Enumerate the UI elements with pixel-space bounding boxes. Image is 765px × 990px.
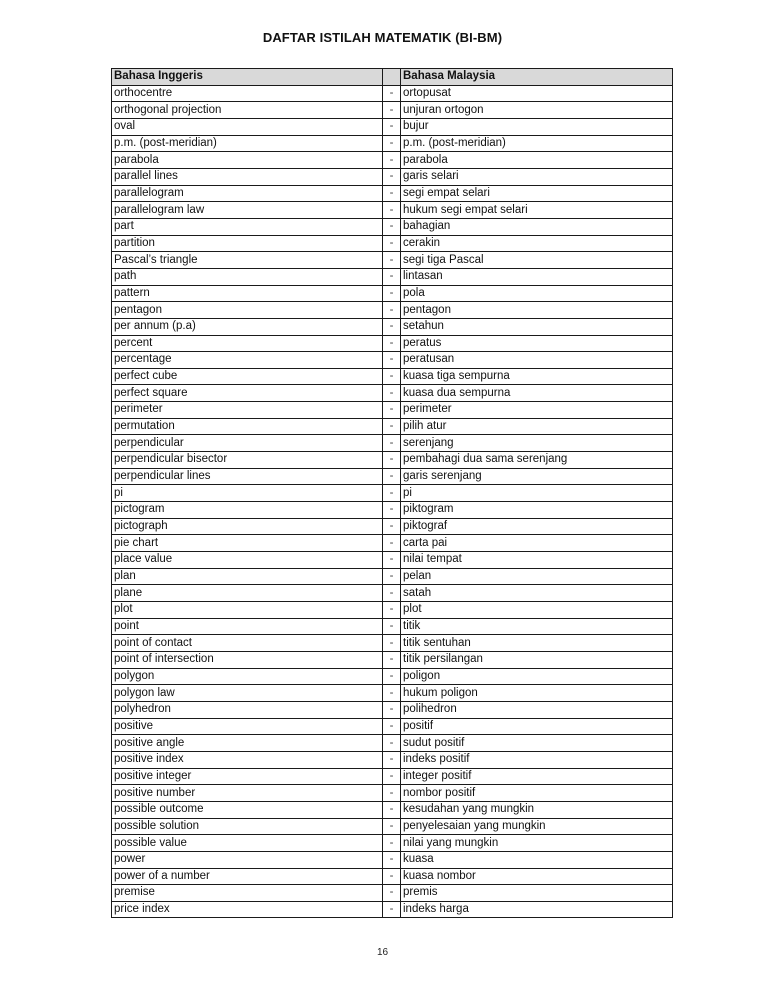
term-malay: premis [401, 885, 673, 902]
table-row [112, 568, 673, 585]
term-english: polygon law [112, 685, 383, 702]
table-row [112, 768, 673, 785]
term-malay: indeks harga [401, 901, 673, 918]
term-separator: - [383, 218, 401, 235]
term-malay: serenjang [401, 435, 673, 452]
term-malay: peratus [401, 335, 673, 352]
table-row [112, 685, 673, 702]
term-english: Pascal’s triangle [112, 252, 383, 269]
term-separator: - [383, 901, 401, 918]
term-english: possible outcome [112, 801, 383, 818]
table-row [112, 552, 673, 569]
term-english: parallelogram [112, 185, 383, 202]
term-malay: titik [401, 618, 673, 635]
term-separator: - [383, 285, 401, 302]
term-english: polyhedron [112, 701, 383, 718]
term-separator: - [383, 618, 401, 635]
table-row [112, 785, 673, 802]
term-separator: - [383, 202, 401, 219]
term-english: possible solution [112, 818, 383, 835]
term-separator: - [383, 602, 401, 619]
term-separator: - [383, 102, 401, 119]
term-separator: - [383, 535, 401, 552]
table-row [112, 585, 673, 602]
table-row [112, 402, 673, 419]
term-separator: - [383, 651, 401, 668]
term-malay: nombor positif [401, 785, 673, 802]
term-english: pattern [112, 285, 383, 302]
term-malay: pola [401, 285, 673, 302]
term-english: plane [112, 585, 383, 602]
table-row [112, 85, 673, 102]
term-english: point of intersection [112, 651, 383, 668]
term-malay: p.m. (post-meridian) [401, 135, 673, 152]
term-separator: - [383, 268, 401, 285]
term-malay: positif [401, 718, 673, 735]
term-malay: pelan [401, 568, 673, 585]
table-row [112, 102, 673, 119]
table-row [112, 718, 673, 735]
term-separator: - [383, 185, 401, 202]
table-row [112, 152, 673, 169]
term-separator: - [383, 668, 401, 685]
term-english: perpendicular [112, 435, 383, 452]
term-separator: - [383, 751, 401, 768]
term-separator: - [383, 468, 401, 485]
term-separator: - [383, 118, 401, 135]
term-english: partition [112, 235, 383, 252]
term-english: oval [112, 118, 383, 135]
term-malay: nilai yang mungkin [401, 835, 673, 852]
table-row [112, 668, 673, 685]
term-malay: garis serenjang [401, 468, 673, 485]
term-malay: kesudahan yang mungkin [401, 801, 673, 818]
table-row [112, 385, 673, 402]
term-separator: - [383, 835, 401, 852]
term-english: parallelogram law [112, 202, 383, 219]
term-english: price index [112, 901, 383, 918]
term-separator: - [383, 368, 401, 385]
term-separator: - [383, 252, 401, 269]
term-malay: poligon [401, 668, 673, 685]
table-row [112, 635, 673, 652]
term-malay: titik sentuhan [401, 635, 673, 652]
term-separator: - [383, 718, 401, 735]
term-english: polygon [112, 668, 383, 685]
column-header-malay: Bahasa Malaysia [401, 69, 673, 86]
term-separator: - [383, 85, 401, 102]
term-malay: perimeter [401, 402, 673, 419]
term-english: perfect cube [112, 368, 383, 385]
term-malay: penyelesaian yang mungkin [401, 818, 673, 835]
table-row [112, 218, 673, 235]
table-row [112, 701, 673, 718]
term-separator: - [383, 435, 401, 452]
term-malay: pi [401, 485, 673, 502]
term-malay: indeks positif [401, 751, 673, 768]
table-row [112, 285, 673, 302]
term-malay: satah [401, 585, 673, 602]
term-english: pictograph [112, 518, 383, 535]
table-row [112, 452, 673, 469]
table-row [112, 818, 673, 835]
term-english: pi [112, 485, 383, 502]
term-separator: - [383, 701, 401, 718]
term-english: power of a number [112, 868, 383, 885]
term-english: parabola [112, 152, 383, 169]
term-separator: - [383, 685, 401, 702]
term-separator: - [383, 235, 401, 252]
term-separator: - [383, 635, 401, 652]
term-separator: - [383, 851, 401, 868]
table-row [112, 651, 673, 668]
term-english: place value [112, 552, 383, 569]
term-separator: - [383, 402, 401, 419]
table-header-row [112, 69, 673, 86]
term-malay: integer positif [401, 768, 673, 785]
term-separator: - [383, 785, 401, 802]
term-separator: - [383, 302, 401, 319]
page-title: DAFTAR ISTILAH MATEMATIK (BI-BM) [262, 30, 503, 45]
term-separator: - [383, 518, 401, 535]
term-malay: garis selari [401, 168, 673, 185]
term-separator: - [383, 135, 401, 152]
term-english: pie chart [112, 535, 383, 552]
term-malay: polihedron [401, 701, 673, 718]
table-row [112, 335, 673, 352]
table-row [112, 168, 673, 185]
table-row [112, 268, 673, 285]
term-separator: - [383, 152, 401, 169]
term-separator: - [383, 318, 401, 335]
term-english: positive [112, 718, 383, 735]
term-english: positive angle [112, 735, 383, 752]
table-row [112, 302, 673, 319]
term-malay: kuasa dua sempurna [401, 385, 673, 402]
term-malay: parabola [401, 152, 673, 169]
term-separator: - [383, 885, 401, 902]
term-malay: pembahagi dua sama serenjang [401, 452, 673, 469]
term-malay: segi tiga Pascal [401, 252, 673, 269]
term-malay: kuasa tiga sempurna [401, 368, 673, 385]
term-separator: - [383, 585, 401, 602]
term-english: positive index [112, 751, 383, 768]
term-english: plan [112, 568, 383, 585]
term-malay: pentagon [401, 302, 673, 319]
term-malay: piktograf [401, 518, 673, 535]
term-malay: unjuran ortogon [401, 102, 673, 119]
table-row [112, 851, 673, 868]
term-separator: - [383, 818, 401, 835]
table-row [112, 868, 673, 885]
term-malay: bahagian [401, 218, 673, 235]
term-malay: sudut positif [401, 735, 673, 752]
term-separator: - [383, 568, 401, 585]
term-english: permutation [112, 418, 383, 435]
term-english: perfect square [112, 385, 383, 402]
term-malay: piktogram [401, 502, 673, 519]
glossary-table [111, 68, 673, 918]
term-malay: lintasan [401, 268, 673, 285]
table-row [112, 118, 673, 135]
term-separator: - [383, 552, 401, 569]
table-row [112, 352, 673, 369]
term-english: orthocentre [112, 85, 383, 102]
table-row [112, 368, 673, 385]
table-row [112, 435, 673, 452]
table-row [112, 135, 673, 152]
table-row [112, 235, 673, 252]
table-row [112, 468, 673, 485]
term-malay: bujur [401, 118, 673, 135]
term-english: pentagon [112, 302, 383, 319]
table-row [112, 185, 673, 202]
table-row [112, 835, 673, 852]
term-separator: - [383, 452, 401, 469]
term-english: p.m. (post-meridian) [112, 135, 383, 152]
term-english: parallel lines [112, 168, 383, 185]
term-malay: peratusan [401, 352, 673, 369]
table-row [112, 535, 673, 552]
table-row [112, 202, 673, 219]
term-english: positive integer [112, 768, 383, 785]
term-malay: hukum poligon [401, 685, 673, 702]
term-malay: ortopusat [401, 85, 673, 102]
term-separator: - [383, 485, 401, 502]
term-english: perpendicular bisector [112, 452, 383, 469]
term-separator: - [383, 868, 401, 885]
term-english: possible value [112, 835, 383, 852]
term-malay: segi empat selari [401, 185, 673, 202]
term-malay: pilih atur [401, 418, 673, 435]
term-english: positive number [112, 785, 383, 802]
table-row [112, 602, 673, 619]
term-english: pictogram [112, 502, 383, 519]
term-english: perpendicular lines [112, 468, 383, 485]
term-malay: kuasa [401, 851, 673, 868]
table-row [112, 751, 673, 768]
term-separator: - [383, 735, 401, 752]
term-english: per annum (p.a) [112, 318, 383, 335]
term-english: percent [112, 335, 383, 352]
table-row [112, 485, 673, 502]
term-separator: - [383, 385, 401, 402]
table-row [112, 801, 673, 818]
term-english: point [112, 618, 383, 635]
table-row [112, 502, 673, 519]
term-separator: - [383, 352, 401, 369]
table-row [112, 518, 673, 535]
term-malay: kuasa nombor [401, 868, 673, 885]
term-english: orthogonal projection [112, 102, 383, 119]
term-malay: carta pai [401, 535, 673, 552]
term-separator: - [383, 768, 401, 785]
table-row [112, 618, 673, 635]
term-malay: nilai tempat [401, 552, 673, 569]
term-separator: - [383, 502, 401, 519]
table-row [112, 901, 673, 918]
term-english: power [112, 851, 383, 868]
term-malay: titik persilangan [401, 651, 673, 668]
column-header-separator [383, 69, 401, 86]
term-english: point of contact [112, 635, 383, 652]
term-english: premise [112, 885, 383, 902]
column-header-english: Bahasa Inggeris [112, 69, 383, 86]
page-number: 16 [376, 947, 389, 958]
term-malay: setahun [401, 318, 673, 335]
term-malay: plot [401, 602, 673, 619]
term-english: percentage [112, 352, 383, 369]
term-english: part [112, 218, 383, 235]
term-separator: - [383, 801, 401, 818]
term-malay: cerakin [401, 235, 673, 252]
term-separator: - [383, 168, 401, 185]
term-english: perimeter [112, 402, 383, 419]
term-separator: - [383, 418, 401, 435]
term-english: path [112, 268, 383, 285]
table-row [112, 418, 673, 435]
term-malay: hukum segi empat selari [401, 202, 673, 219]
table-row [112, 735, 673, 752]
glossary-body [112, 85, 673, 918]
table-row [112, 318, 673, 335]
table-row [112, 252, 673, 269]
table-row [112, 885, 673, 902]
term-separator: - [383, 335, 401, 352]
term-english: plot [112, 602, 383, 619]
